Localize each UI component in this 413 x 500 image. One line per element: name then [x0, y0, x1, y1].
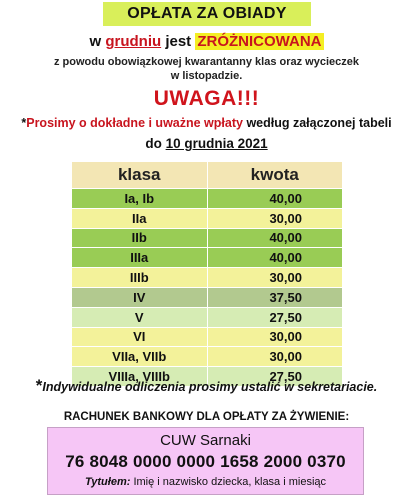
table-row	[72, 228, 343, 248]
cell-kwota: 37,50	[207, 287, 343, 307]
cell-kwota: 40,00	[207, 189, 343, 209]
individual-note	[0, 376, 413, 396]
cell-klasa: IIb	[72, 228, 208, 248]
note-text: Indywidualne odliczenia prosimy ustalić w sekretariacie.	[42, 380, 378, 394]
reason-line-2: w listopadzie.	[170, 70, 243, 82]
cell-kwota: 27,50	[207, 307, 343, 327]
column-header-kwota: kwota	[207, 162, 343, 189]
intro-middle: jest	[165, 33, 192, 50]
table-row	[72, 327, 343, 347]
table-row	[72, 208, 343, 228]
request-star: *	[21, 116, 27, 130]
page-title: OPŁATA ZA OBIADY	[127, 5, 287, 22]
bank-recipient-name: CUW Sarnaki	[160, 432, 251, 449]
cell-klasa: IIa	[72, 208, 208, 228]
bank-account-box	[47, 427, 364, 495]
payment-table	[71, 161, 343, 387]
deadline-prefix: do	[145, 136, 162, 151]
table-row	[72, 287, 343, 307]
request-red-text: Prosimy o dokładne i uważne wpłaty	[26, 116, 243, 130]
request-rest-text: według załączonej tabeli	[246, 116, 392, 130]
intro-month: grudniu	[105, 33, 162, 50]
cell-kwota: 30,00	[207, 208, 343, 228]
request-line	[0, 116, 413, 130]
cell-klasa: VIIIa, VIIIb	[72, 367, 208, 387]
bank-account-number: 76 8048 0000 0000 1658 2000 0370	[65, 452, 346, 471]
intro-status: ZRÓŻNICOWANA	[197, 33, 322, 50]
transfer-title-text: Imię i nazwisko dziecka, klasa i miesiąc	[133, 476, 327, 488]
cell-klasa: VI	[72, 327, 208, 347]
table-row	[72, 347, 343, 367]
reason-line-1: z powodu obowiązkowej kwarantanny klas oraz wycieczek	[53, 56, 360, 68]
cell-klasa: IIIa	[72, 248, 208, 268]
cell-kwota: 30,00	[207, 268, 343, 288]
transfer-title-line	[48, 476, 363, 488]
cell-kwota: 30,00	[207, 347, 343, 367]
deadline-date: 10 grudnia 2021	[165, 136, 268, 151]
bank-heading: RACHUNEK BANKOWY DLA OPŁATY ZA ŻYWIENIE:	[63, 411, 350, 423]
table-row	[72, 189, 343, 209]
table-body	[72, 189, 343, 387]
table-row	[72, 268, 343, 288]
cell-kwota: 27,50	[207, 367, 343, 387]
cell-kwota: 40,00	[207, 228, 343, 248]
transfer-title-label: Tytułem:	[84, 476, 131, 488]
deadline-line	[0, 136, 413, 151]
title-banner	[103, 2, 311, 26]
intro-prefix: w	[89, 33, 102, 50]
table-row	[72, 307, 343, 327]
cell-klasa: V	[72, 307, 208, 327]
table-row	[72, 248, 343, 268]
cell-kwota: 30,00	[207, 327, 343, 347]
intro-line	[0, 33, 413, 50]
cell-klasa: IIIb	[72, 268, 208, 288]
note-star: *	[35, 376, 43, 395]
cell-klasa: VIIa, VIIb	[72, 347, 208, 367]
cell-klasa: IV	[72, 287, 208, 307]
cell-kwota: 40,00	[207, 248, 343, 268]
warning-title: UWAGA!!!	[153, 87, 260, 110]
cell-klasa: Ia, Ib	[72, 189, 208, 209]
table-header-row	[72, 162, 343, 189]
column-header-klasa: klasa	[72, 162, 208, 189]
